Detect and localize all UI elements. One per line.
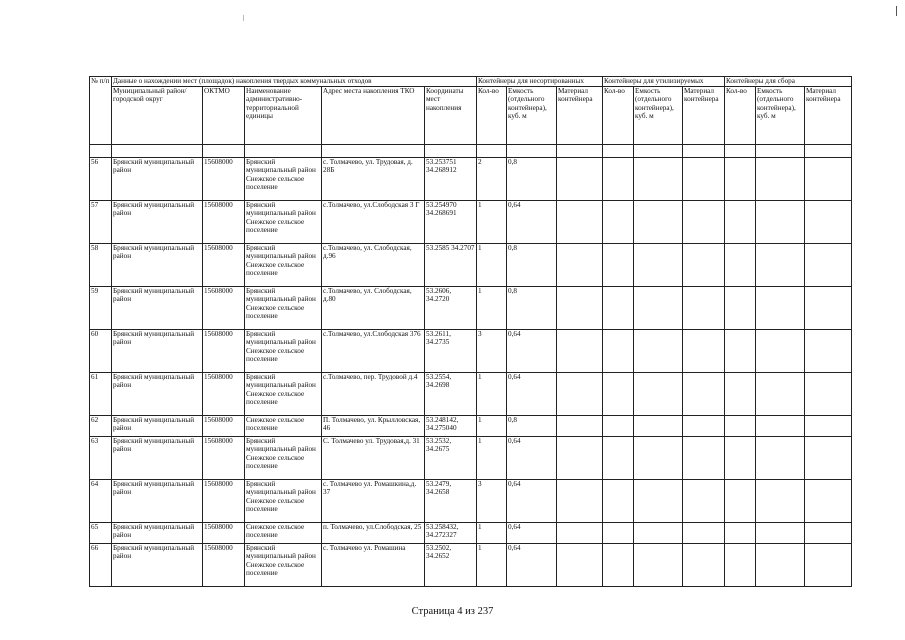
empty-cell	[634, 201, 683, 244]
row-coords: 53.2479, 34.2658	[425, 480, 477, 523]
empty-cell	[725, 158, 756, 201]
empty-cell	[634, 416, 683, 437]
row-oktmo: 15608000	[203, 523, 245, 544]
row-district: Брянский муниципальный район	[112, 287, 203, 330]
row-oktmo: 15608000	[203, 480, 245, 523]
row-coords: 53.254970 34.268691	[425, 201, 477, 244]
row-oktmo: 15608000	[203, 373, 245, 416]
row-oktmo: 15608000	[203, 244, 245, 287]
header-num: № п/п	[90, 77, 112, 145]
header-capacity-unsorted: Емкость (отдельного контейнера), куб. м	[507, 87, 557, 145]
row-address: с.Толмачево, ул.Слободская 376	[322, 330, 425, 373]
empty-cell	[805, 416, 852, 437]
empty-cell	[805, 201, 852, 244]
empty-cell	[756, 158, 805, 201]
empty-cell	[634, 287, 683, 330]
empty-cell	[557, 523, 603, 544]
row-district: Брянский муниципальный район	[112, 330, 203, 373]
row-oktmo: 15608000	[203, 437, 245, 480]
row-coords: 53.2606, 34.2720	[425, 287, 477, 330]
row-num: 58	[90, 244, 112, 287]
row-num: 63	[90, 437, 112, 480]
row-capacity: 0,64	[507, 201, 557, 244]
empty-cell	[603, 158, 634, 201]
table-row	[90, 330, 852, 373]
empty-cell	[756, 523, 805, 544]
empty-cell	[634, 544, 683, 587]
header-count-unsorted: Кол-во	[477, 87, 507, 145]
row-num: 61	[90, 373, 112, 416]
empty-cell	[603, 244, 634, 287]
row-num: 60	[90, 330, 112, 373]
row-capacity: 0,8	[507, 158, 557, 201]
scan-artifact	[243, 15, 244, 21]
header-material-unsorted: Материал контейнера	[557, 87, 603, 145]
row-count: 1	[477, 523, 507, 544]
row-oktmo: 15608000	[203, 287, 245, 330]
row-unit: Брянский муниципальный район Снежское сельское поселение	[245, 158, 322, 201]
row-count: 3	[477, 480, 507, 523]
row-unit: Брянский муниципальный район Снежское сельское поселение	[245, 373, 322, 416]
row-capacity: 0,64	[507, 330, 557, 373]
table-row	[90, 523, 852, 544]
table-row	[90, 373, 852, 416]
row-unit: Снежское сельское поселение	[245, 416, 322, 437]
row-coords: 53.258432, 34.272327	[425, 523, 477, 544]
row-address: с.Толмачево, пер. Трудовой д.4	[322, 373, 425, 416]
row-unit: Брянский муниципальный район Снежское сельское поселение	[245, 437, 322, 480]
empty-cell	[603, 544, 634, 587]
header-count-recycled: Кол-во	[603, 87, 634, 145]
row-num: 62	[90, 416, 112, 437]
row-coords: 53.253751 34.268912	[425, 158, 477, 201]
empty-cell	[683, 523, 725, 544]
row-num: 66	[90, 544, 112, 587]
row-capacity: 0,64	[507, 437, 557, 480]
empty-cell	[756, 244, 805, 287]
empty-cell	[756, 544, 805, 587]
empty-cell	[634, 523, 683, 544]
header-group-recycled: Контейнеры для утилизируемых	[603, 77, 725, 87]
header-unit: Наименование административно-территориальной единицы	[245, 87, 322, 145]
row-coords: 53.2585 34.2707	[425, 244, 477, 287]
table-row	[90, 158, 852, 201]
empty-cell	[756, 480, 805, 523]
row-unit: Брянский муниципальный район Снежское сельское поселение	[245, 480, 322, 523]
waste-sites-table	[89, 76, 852, 587]
empty-cell	[603, 330, 634, 373]
empty-cell	[634, 244, 683, 287]
table-row	[90, 480, 852, 523]
row-capacity: 0,8	[507, 287, 557, 330]
row-capacity: 0,64	[507, 523, 557, 544]
empty-cell	[805, 244, 852, 287]
row-district: Брянский муниципальный район	[112, 416, 203, 437]
empty-cell	[603, 373, 634, 416]
empty-cell	[683, 287, 725, 330]
empty-cell	[756, 437, 805, 480]
header-material-recycled: Материал контейнера	[683, 87, 725, 145]
row-count: 3	[477, 330, 507, 373]
row-coords: 53.2611, 34.2735	[425, 330, 477, 373]
empty-cell	[683, 437, 725, 480]
empty-cell	[725, 201, 756, 244]
empty-cell	[725, 544, 756, 587]
empty-cell	[603, 416, 634, 437]
empty-cell	[683, 158, 725, 201]
row-address: с. Толмачево ул. Ромашкина,д. 37	[322, 480, 425, 523]
row-district: Брянский муниципальный район	[112, 201, 203, 244]
empty-cell	[557, 330, 603, 373]
empty-cell	[725, 287, 756, 330]
row-address: п. Толмачево, ул.Слободская, 25	[322, 523, 425, 544]
table-row	[90, 287, 852, 330]
empty-cell	[557, 287, 603, 330]
table-row	[90, 416, 852, 437]
empty-cell	[634, 330, 683, 373]
empty-cell	[756, 373, 805, 416]
row-capacity: 0,64	[507, 373, 557, 416]
header-capacity-collection: Емкость (отдельного контейнера), куб. м	[756, 87, 805, 145]
empty-cell	[603, 437, 634, 480]
row-capacity: 0,64	[507, 544, 557, 587]
header-address: Адрес места накопления ТКО	[322, 87, 425, 145]
row-count: 1	[477, 373, 507, 416]
header-group-location: Данные о нахождении мест (площадок) накопления твердых коммунальных отходов	[112, 77, 477, 87]
row-oktmo: 15608000	[203, 544, 245, 587]
empty-cell	[557, 201, 603, 244]
header-count-collection: Кол-во	[725, 87, 756, 145]
table-row	[90, 201, 852, 244]
row-num: 65	[90, 523, 112, 544]
empty-cell	[683, 480, 725, 523]
empty-cell	[557, 158, 603, 201]
row-address: С. Толмачево ул. Трудовая,д. 31	[322, 437, 425, 480]
table-row	[90, 244, 852, 287]
page-number: Страница 4 из 237	[411, 606, 494, 617]
empty-cell	[557, 244, 603, 287]
row-coords: 53.248142, 34.275040	[425, 416, 477, 437]
row-oktmo: 15608000	[203, 201, 245, 244]
row-coords: 53.2554, 34.2698	[425, 373, 477, 416]
row-unit: Снежское сельское поселение	[245, 523, 322, 544]
scan-edge-mark	[896, 6, 897, 16]
empty-cell	[603, 201, 634, 244]
empty-cell	[683, 201, 725, 244]
empty-cell	[805, 287, 852, 330]
empty-cell	[805, 544, 852, 587]
row-address: с.Толмачево, ул. Слободская, д.96	[322, 244, 425, 287]
empty-cell	[756, 330, 805, 373]
row-address: с. Толмачево ул. Ромашина	[322, 544, 425, 587]
empty-cell	[805, 437, 852, 480]
header-oktmo: ОКТМО	[203, 87, 245, 145]
row-coords: 53.2532, 34.2675	[425, 437, 477, 480]
empty-cell	[725, 373, 756, 416]
row-district: Брянский муниципальный район	[112, 373, 203, 416]
header-row-groups	[90, 77, 852, 87]
table-row	[90, 437, 852, 480]
empty-cell	[557, 437, 603, 480]
row-district: Брянский муниципальный район	[112, 523, 203, 544]
spacer-row	[90, 145, 852, 158]
row-count: 1	[477, 416, 507, 437]
row-district: Брянский муниципальный район	[112, 437, 203, 480]
empty-cell	[725, 523, 756, 544]
row-num: 64	[90, 480, 112, 523]
row-address: с. Толмачево, ул. Трудовая, д. 28Б	[322, 158, 425, 201]
header-row-columns	[90, 87, 852, 145]
header-group-collection: Контейнеры для сбора	[725, 77, 852, 87]
row-count: 2	[477, 158, 507, 201]
empty-cell	[725, 480, 756, 523]
empty-cell	[557, 373, 603, 416]
empty-cell	[603, 523, 634, 544]
empty-cell	[756, 287, 805, 330]
row-capacity: 0,8	[507, 416, 557, 437]
empty-cell	[634, 373, 683, 416]
row-unit: Брянский муниципальный район Снежское сельское поселение	[245, 287, 322, 330]
empty-cell	[805, 480, 852, 523]
empty-cell	[756, 201, 805, 244]
row-oktmo: 15608000	[203, 330, 245, 373]
empty-cell	[683, 544, 725, 587]
empty-cell	[683, 416, 725, 437]
empty-cell	[725, 416, 756, 437]
row-coords: 53.2502, 34.2652	[425, 544, 477, 587]
empty-cell	[805, 373, 852, 416]
empty-cell	[557, 480, 603, 523]
row-count: 1	[477, 544, 507, 587]
row-district: Брянский муниципальный район	[112, 244, 203, 287]
header-coords: Координаты мест накопления	[425, 87, 477, 145]
header-group-unsorted: Контейнеры для несортированных	[477, 77, 603, 87]
row-num: 57	[90, 201, 112, 244]
empty-cell	[603, 480, 634, 523]
empty-cell	[683, 244, 725, 287]
empty-cell	[756, 416, 805, 437]
row-unit: Брянский муниципальный район Снежское сельское поселение	[245, 201, 322, 244]
header-district: Муниципальный район/городской округ	[112, 87, 203, 145]
row-unit: Брянский муниципальный район Снежское сельское поселение	[245, 544, 322, 587]
row-unit: Брянский муниципальный район Снежское сельское поселение	[245, 244, 322, 287]
row-oktmo: 15608000	[203, 416, 245, 437]
empty-cell	[683, 373, 725, 416]
empty-cell	[557, 544, 603, 587]
empty-cell	[634, 158, 683, 201]
row-count: 1	[477, 287, 507, 330]
row-oktmo: 15608000	[203, 158, 245, 201]
row-address: П. Толмачево, ул. Крылловская, 46	[322, 416, 425, 437]
row-count: 1	[477, 201, 507, 244]
header-material-collection: Материал контейнера	[805, 87, 852, 145]
empty-cell	[805, 158, 852, 201]
empty-cell	[725, 244, 756, 287]
row-district: Брянский муниципальный район	[112, 158, 203, 201]
empty-cell	[725, 330, 756, 373]
row-num: 59	[90, 287, 112, 330]
empty-cell	[634, 437, 683, 480]
empty-cell	[805, 330, 852, 373]
row-num: 56	[90, 158, 112, 201]
row-count: 1	[477, 244, 507, 287]
row-count: 1	[477, 437, 507, 480]
empty-cell	[557, 416, 603, 437]
row-unit: Брянский муниципальный район Снежское сельское поселение	[245, 330, 322, 373]
row-district: Брянский муниципальный район	[112, 480, 203, 523]
empty-cell	[634, 480, 683, 523]
row-address: с.Толмачево, ул. Слободская, д.80	[322, 287, 425, 330]
empty-cell	[683, 330, 725, 373]
row-district: Брянский муниципальный район	[112, 544, 203, 587]
empty-cell	[603, 287, 634, 330]
row-capacity: 0,64	[507, 480, 557, 523]
empty-cell	[725, 437, 756, 480]
empty-cell	[805, 523, 852, 544]
row-capacity: 0,8	[507, 244, 557, 287]
header-capacity-recycled: Емкость (отдельного контейнера), куб. м	[634, 87, 683, 145]
table-row	[90, 544, 852, 587]
row-address: с.Толмачево, ул.Слободская 3 Г	[322, 201, 425, 244]
